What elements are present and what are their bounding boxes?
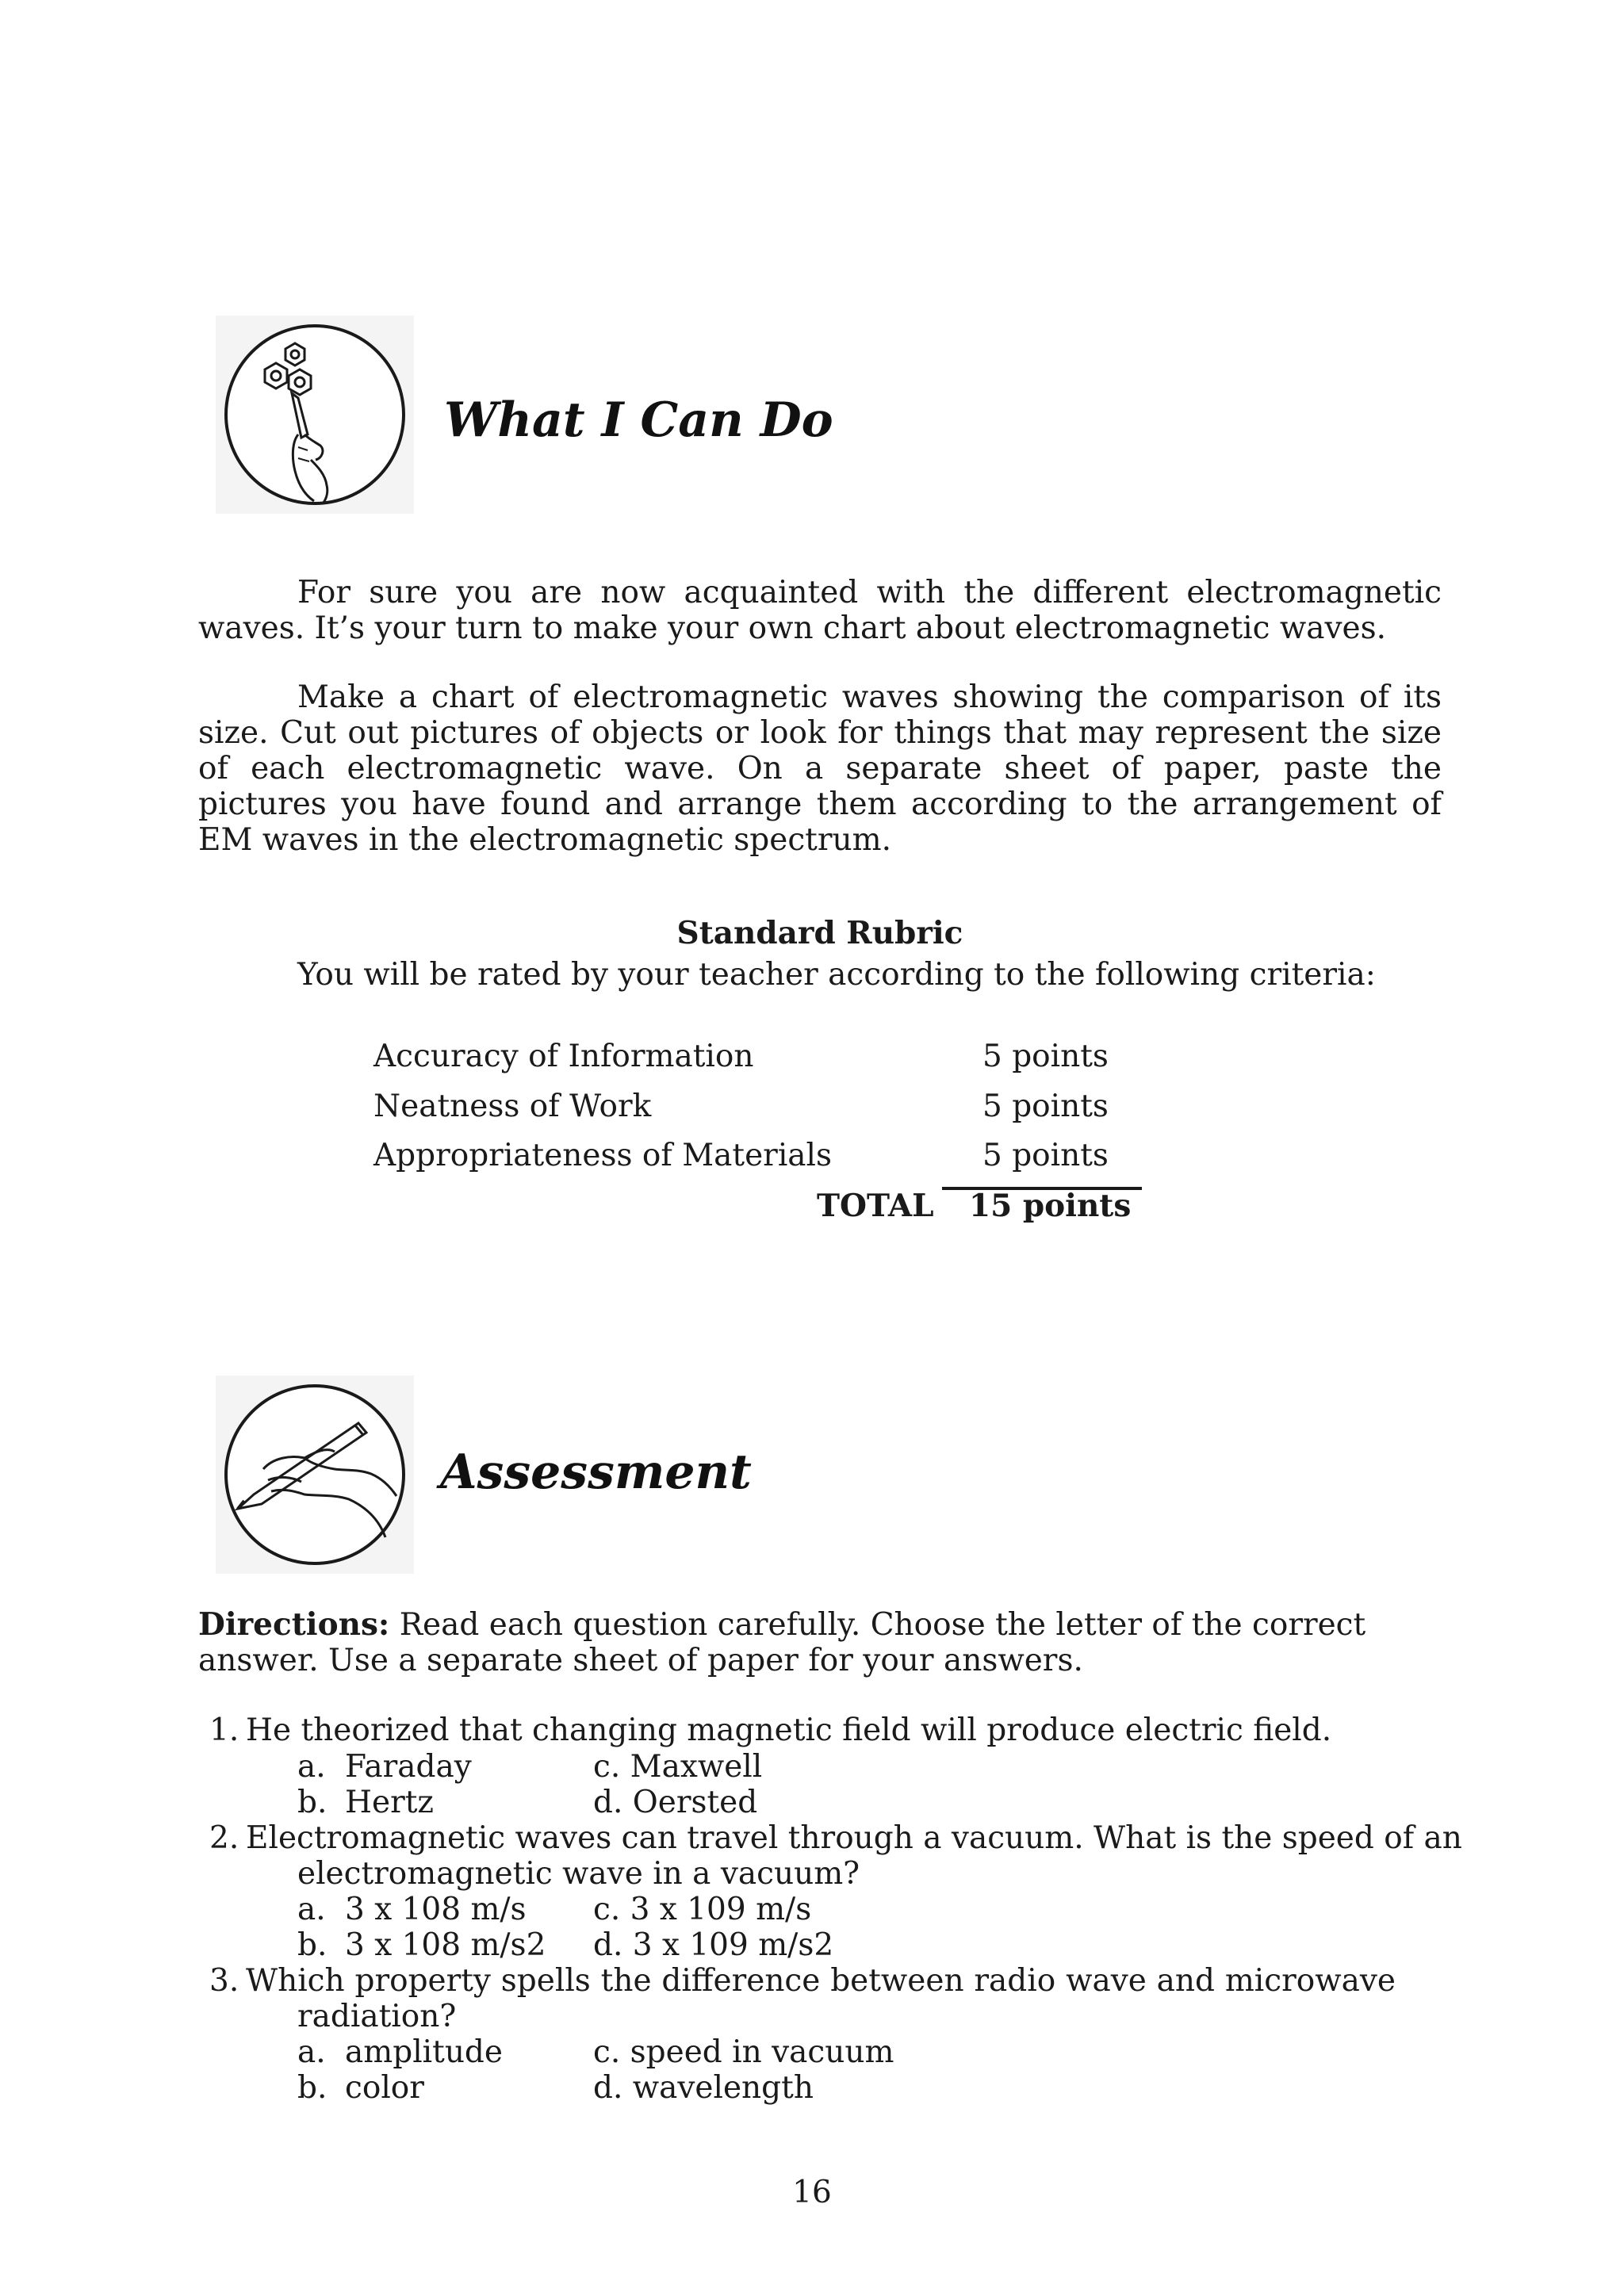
criterion-label: Neatness of Work [373,1089,652,1124]
option-text: color [345,2070,424,2106]
question-text: Which property spells the difference between radio wave and microwave [246,1963,1396,1999]
option-text: 3 x 108 m/s2 [345,1927,546,1963]
criterion-points: 5 points [982,1089,1109,1124]
option-text: amplitude [345,2034,503,2070]
option-letter: b. [297,2070,327,2106]
rubric-title: Standard Rubric [676,915,963,951]
option-text: d. wavelength [593,2070,814,2106]
paragraph-text: For sure you are now acquainted with the different electromagnetic waves. It’s your turn to make your own chart about electromagnetic waves. [198,575,1442,646]
page-number: 16 [792,2175,832,2210]
criterion-label: Appropriateness of Materials [373,1138,833,1173]
section-title-what-i-can-do: What I Can Do [444,392,833,448]
question-text: electromagnetic wave in a vacuum? [297,1856,860,1892]
question-text: He theorized that changing magnetic field will produce electric field. [246,1712,1332,1748]
rubric-intro: You will be rated by your teacher according to the following criteria: [297,957,1376,993]
option-text: Faraday [345,1749,472,1785]
option-text: 3 x 108 m/s [345,1892,527,1927]
wrench-nuts-hand-icon [216,316,414,514]
directions [198,1607,1459,1678]
option-text: c. 3 x 109 m/s [593,1892,812,1927]
directions-text: Read each question carefully. Choose the letter of the correct answer. Use a separate sheet of paper for your answers. [198,1607,1366,1678]
option-text: Hertz [345,1785,434,1820]
option-letter: a. [297,1892,326,1927]
question-text: Electromagnetic waves can travel through a vacuum. What is the speed of an [246,1820,1462,1856]
criterion-points: 5 points [982,1039,1109,1074]
directions-label: Directions: [198,1606,390,1643]
instructions-paragraph [198,679,1442,858]
question-number: 2. [209,1820,239,1856]
option-letter: b. [297,1785,327,1820]
option-text: d. 3 x 109 m/s2 [593,1927,834,1963]
criterion-points: 5 points [982,1138,1109,1173]
hand-pencil-icon [216,1376,414,1582]
option-text: c. Maxwell [593,1749,763,1785]
paragraph-text: Make a chart of electromagnetic waves showing the comparison of its size. Cut out pictures of objects or look for things that may represent the size of each electromagnetic wave. On a separate sheet of paper, paste the pictures you have found and arrange them according to the arrangement of EM waves in the electromagnetic spectrum. [198,679,1442,858]
total-points: 15 points [969,1188,1132,1224]
option-letter: a. [297,1749,326,1785]
criterion-label: Accuracy of Information [373,1039,754,1074]
question-text: radiation? [297,1999,457,2034]
question-number: 1. [209,1712,239,1748]
option-letter: a. [297,2034,326,2070]
question-number: 3. [209,1963,239,1999]
section-title-assessment: Assessment [440,1445,752,1500]
option-text: c. speed in vacuum [593,2034,894,2070]
option-text: d. Oersted [593,1785,758,1820]
total-label: TOTAL [817,1188,934,1224]
option-letter: b. [297,1927,327,1963]
intro-paragraph [198,575,1442,646]
